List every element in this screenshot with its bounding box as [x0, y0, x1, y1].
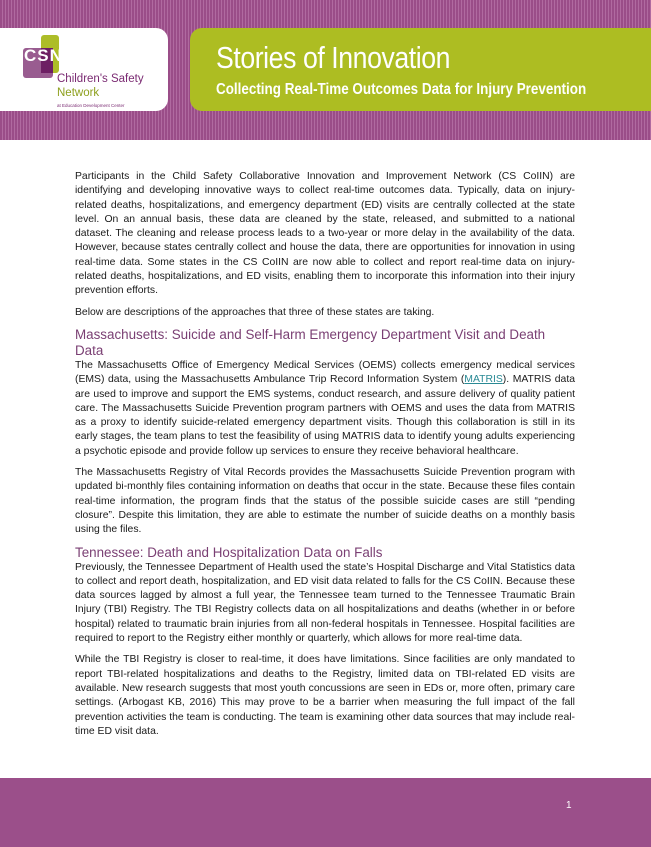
section-heading-tennessee: Tennessee: Death and Hospitalization Data on Falls	[75, 544, 383, 560]
footer-band	[0, 778, 651, 847]
logo-line1: Children's Safety	[57, 73, 144, 85]
intro-paragraph: Participants in the Child Safety Collaborative Innovation and Improvement Network (CS CoIIN) are identifying and developing innovative ways to collect real-time outcomes data. Typically, data on injury-related deaths, hospitalizations, and emergency department (ED) visits are centrally collected at the state level. On an annual basis, these data are cleaned by the state, released, and submitted to a national dataset. The cleaning and release process leads to a two-year or more delay in the availability of the data. However, because states centrally collect and house the data, there are opportunities for innovation in using real-time data. Some states in the CS CoIIN are now able to collect and report real-time data on injury-related deaths, hospitalizations, and ED visits, enabling them to incorporate this information into their injury prevention efforts.	[75, 171, 575, 297]
tennessee-paragraph-2: While the TBI Registry is closer to real-time, it does have limitations. Since facilities are only mandated to report TBI-related hospitalizations and deaths to the Registry, limited data on TBI-related ED visits are available. New research suggests that most youth concussions are seen in EDs or, more often, primary care settings. (Arbogast KB, 2016) This may prove to be a barrier when measuring the full impact of the fall prevention activities the team is conducting. The team is examining other data sources that may include real-time ED visit data.	[75, 654, 575, 737]
logo-line3: at Education Development Center	[57, 103, 125, 108]
massachusetts-paragraph-1	[75, 359, 575, 459]
text: ). MATRIS data are used to improve and support the EMS systems, conduct research, and assure delivery of quality patient care. The Massachusetts Suicide Prevention program partners with OEMS and uses the data from MATRIS as a proxy to identify suicide-related emergency department visits. Though this collaboration is still in its early stages, the team plans to test the feasibility of using MATRIS data to identify young adults experiencing a psychotic episode and provide follow up services to ensure they receive behavioral healthcare.	[75, 374, 576, 457]
matris-link[interactable]: MATRIS	[464, 374, 503, 386]
page-title: Stories of Innovation	[216, 40, 451, 75]
page-number: 1	[566, 800, 572, 811]
logo-line2: Network	[57, 87, 100, 99]
document-body	[75, 170, 575, 746]
text: The Massachusetts Office of Emergency Medical Services (OEMS) collects emergency medical services (EMS) data, using the Massachusetts Ambulance Trip Record Information System (	[75, 359, 575, 386]
intro-paragraph: Below are descriptions of the approaches that three of these states are taking.	[75, 306, 435, 318]
massachusetts-paragraph-2: The Massachusetts Registry of Vital Records provides the Massachusetts Suicide Prevention program with updated bi-monthly files containing information on deaths that occur in the state. Because these files contain real-time information, the program finds that the status of the possible suicide cases are still “pending closure”. Despite this limitation, they are able to estimate the number of suicide deaths on a monthly basis using the files.	[75, 467, 575, 536]
page-subtitle: Collecting Real-Time Outcomes Data for Injury Prevention	[216, 81, 587, 98]
logo-mark: CSN	[24, 46, 63, 65]
title-banner	[190, 28, 651, 111]
csn-logo	[0, 28, 168, 111]
tennessee-paragraph-1: Previously, the Tennessee Department of Health used the state’s Hospital Discharge and Vital Statistics data to collect and report death, hospitalization, and ED visit data related to falls for the CS CoIIN. Because these data sources lagged by almost a full year, the Tennessee team turned to the Tennessee Traumatic Brain Injury (TBI) Registry. The TBI Registry collects data on all hospitalizations and deaths (whether in or before hospital) related to traumatic brain injuries from all non-federal hospitals in Tennessee. Hospital facilities are required to report to the Registry either monthly or quarterly, which allows for more real-time data.	[75, 561, 575, 645]
section-heading-massachusetts: Massachusetts: Suicide and Self-Harm Emergency Department Visit and Death Data	[75, 326, 546, 358]
